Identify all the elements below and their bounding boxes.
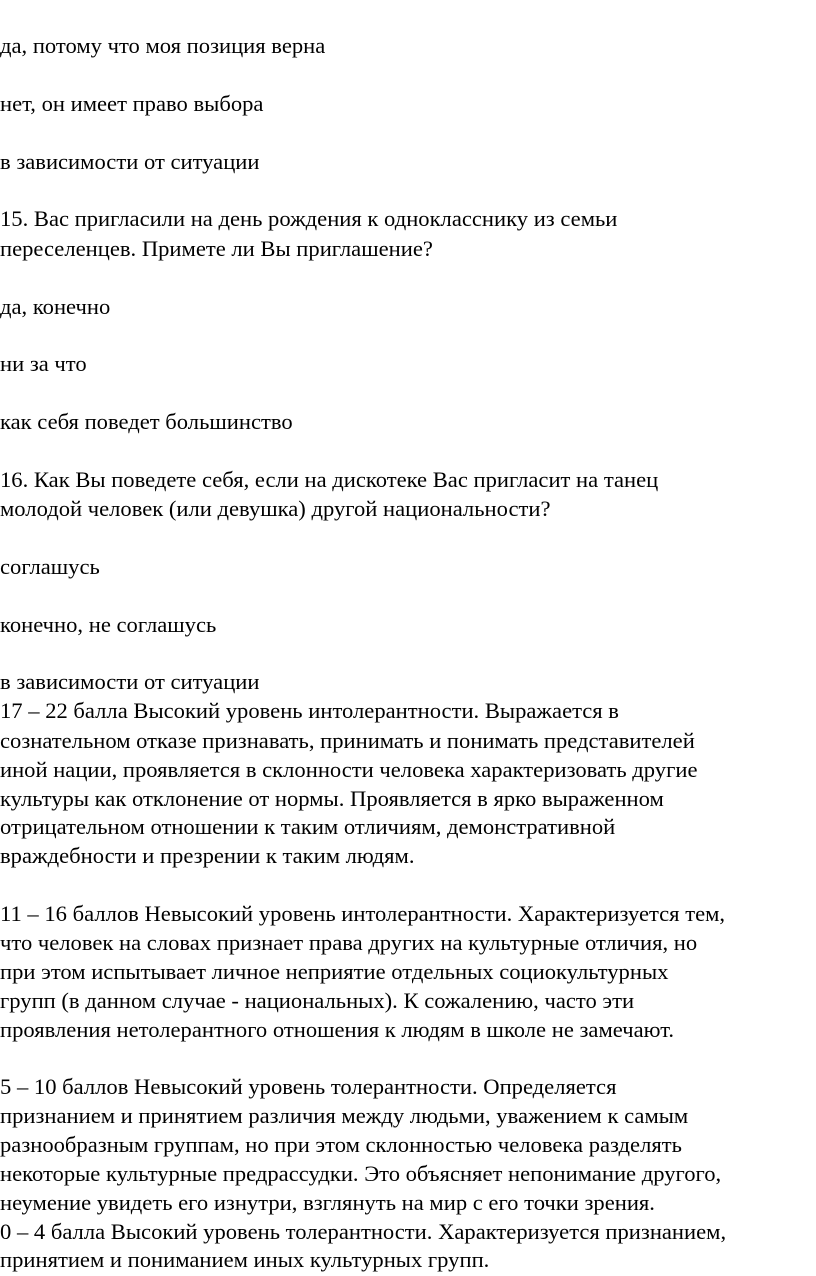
result-17-22-line-5: отрицательном отношении к таким отличиям, демонстративной [0, 814, 616, 839]
result-5-10-line-3: разнообразным группам, но при этом склонностью человека разделять [0, 1132, 682, 1157]
answer-option-yes-of-course: да, конечно [0, 294, 111, 319]
result-11-16-line-1: 11 – 16 баллов Невысокий уровень интолерантности. Характеризуется тем, [0, 901, 726, 926]
result-5-10-line-4: некоторые культурные предрассудки. Это объясняет непонимание другого, [0, 1161, 722, 1186]
answer-option-depends-situation: в зависимости от ситуации [0, 149, 260, 174]
result-5-10-line-5: неумение увидеть его изнутри, взглянуть на мир с его точки зрения. [0, 1190, 655, 1215]
result-0-4-line-1: 0 – 4 балла Высокий уровень толерантности. Характеризуется признанием, [0, 1219, 727, 1244]
result-11-16-line-2: что человек на словах признает права других на культурные отличия, но [0, 930, 698, 955]
answer-option-of-course-disagree: конечно, не соглашусь [0, 612, 217, 637]
result-11-16-line-3: при этом испытывает личное неприятие отдельных социокультурных [0, 959, 669, 984]
result-17-22-line-1: 17 – 22 балла Высокий уровень интолерантности. Выражается в [0, 698, 619, 723]
result-5-10-line-1: 5 – 10 баллов Невысокий уровень толерантности. Определяется [0, 1074, 617, 1099]
question-15-line-1: 15. Вас пригласили на день рождения к однокласснику из семьи [0, 206, 618, 231]
answer-option-no-right-of-choice: нет, он имеет право выбора [0, 91, 264, 116]
question-16-line-2: молодой человек (или девушка) другой национальности? [0, 496, 551, 521]
answer-option-not-at-all: ни за что [0, 351, 87, 376]
result-11-16-line-5: проявления нетолерантного отношения к людям в школе не замечают. [0, 1017, 675, 1042]
result-17-22-line-6: враждебности и презрении к таким людям. [0, 843, 415, 868]
answer-option-agree: соглашусь [0, 554, 100, 579]
result-5-10-line-2: признанием и принятием различия между людьми, уважением к самым [0, 1103, 689, 1128]
result-0-4-line-2: принятием и пониманием иных культурных групп. [0, 1247, 490, 1272]
question-16-line-1: 16. Как Вы поведете себя, если на дискотеке Вас пригласит на танец [0, 467, 659, 492]
result-17-22-line-2: сознательном отказе признавать, принимать и понимать представителей [0, 728, 695, 753]
result-17-22-line-4: культуры как отклонение от нормы. Проявляется в ярко выраженном [0, 786, 664, 811]
result-17-22-line-3: иной нации, проявляется в склонности человека характеризовать другие [0, 757, 698, 782]
question-15-line-2: переселенцев. Примете ли Вы приглашение? [0, 236, 433, 261]
answer-option-depends-situation-2: в зависимости от ситуации [0, 669, 260, 694]
answer-option-like-majority: как себя поведет большинство [0, 409, 293, 434]
result-11-16-line-4: групп (в данном случае - национальных). К сожалению, часто эти [0, 988, 635, 1013]
answer-option-yes-position-right: да, потому что моя позиция верна [0, 33, 326, 58]
